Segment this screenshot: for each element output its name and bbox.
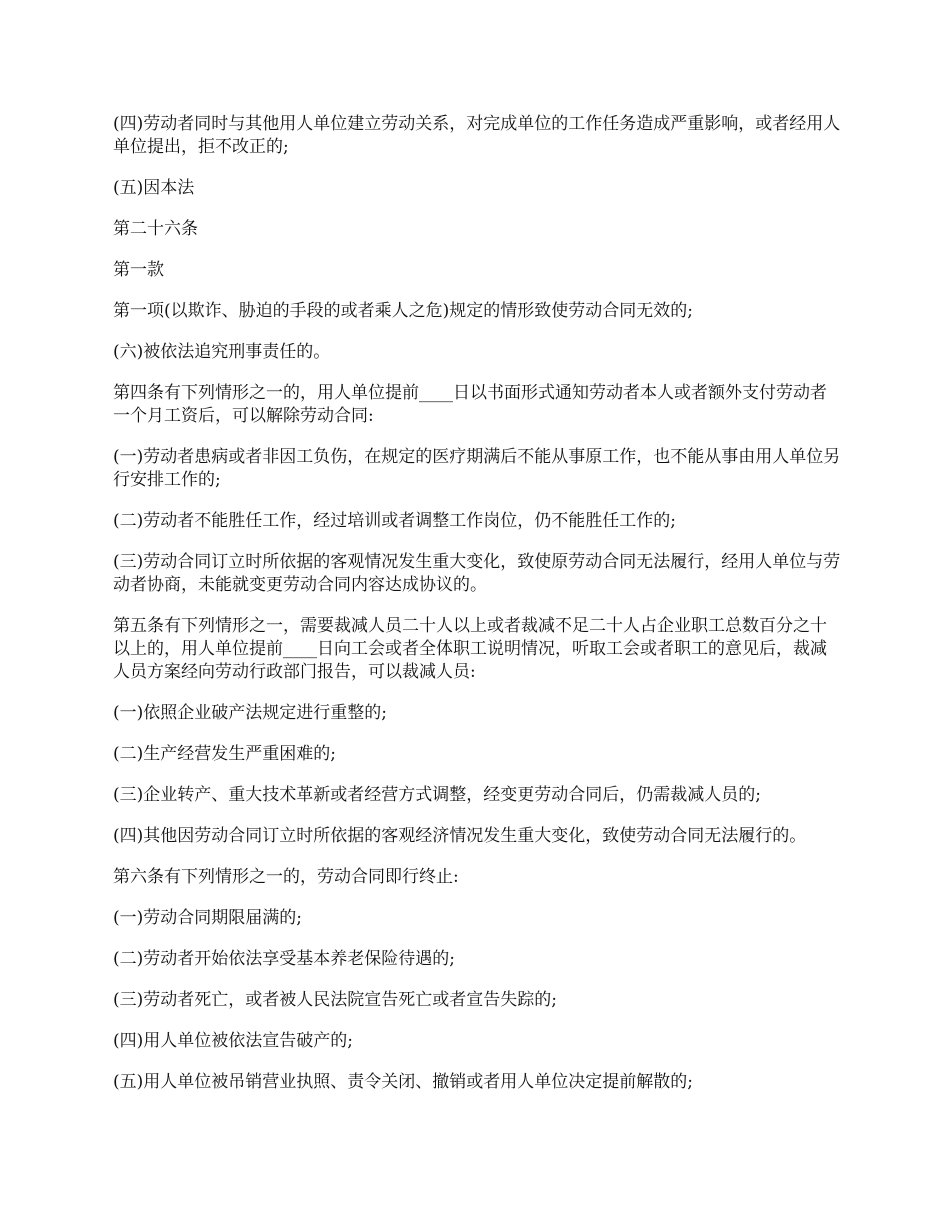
paragraph-article-6-item-1: (一)劳动合同期限届满的; [113, 908, 302, 928]
paragraph-item-5: (五)因本法 [113, 178, 195, 198]
paragraph-article-6-item-2: (二)劳动者开始依法享受基本养老保险待遇的; [113, 949, 455, 969]
paragraph-article-5-item-2: (二)生产经营发生严重困难的; [113, 744, 336, 764]
paragraph-article-4: 第四条有下列情形之一的，用人单位提前____日以书面形式通知劳动者本人或者额外支付劳动者一个月工资后，可以解除劳动合同: [113, 383, 827, 426]
paragraph-clause-1: 第一款 [113, 260, 164, 280]
paragraph-article-6: 第六条有下列情形之一的，劳动合同即行终止: [113, 867, 459, 887]
paragraph-article-6-item-3: (三)劳动者死亡，或者被人民法院宣告死亡或者宣告失踪的; [113, 990, 557, 1010]
paragraph-article-6-item-5: (五)用人单位被吊销营业执照、责令关闭、撤销或者用人单位决定提前解散的; [113, 1072, 693, 1092]
paragraph-article-5-item-3: (三)企业转产、重大技术革新或者经营方式调整，经变更劳动合同后，仍需裁减人员的; [113, 785, 761, 805]
paragraph-item-first: 第一项(以欺诈、胁迫的手段的或者乘人之危)规定的情形致使劳动合同无效的; [113, 301, 693, 321]
paragraph-article-4-item-1: (一)劳动者患病或者非因工负伤，在规定的医疗期满后不能从事原工作，也不能从事由用人单位另行安排工作的; [113, 447, 841, 490]
paragraph-item-6: (六)被依法追究刑事责任的。 [113, 342, 331, 362]
paragraph-article-5: 第五条有下列情形之一，需要裁减人员二十人以上或者裁减不足二十人占企业职工总数百分之十以上的，用人单位提前____日向工会或者全体职工说明情况，听取工会或者职工的意见后，裁减人员方案经向劳动行政部门报告，可以裁减人员: [113, 616, 827, 682]
paragraph-article-5-item-1: (一)依照企业破产法规定进行重整的; [113, 703, 387, 723]
paragraph-article-5-item-4: (四)其他因劳动合同订立时所依据的客观经济情况发生重大变化，致使劳动合同无法履行的。 [113, 826, 807, 846]
paragraph-article-26: 第二十六条 [113, 219, 198, 239]
paragraph-article-4-item-3: (三)劳动合同订立时所依据的客观情况发生重大变化，致使原劳动合同无法履行，经用人单位与劳动者协商，未能就变更劳动合同内容达成协议的。 [113, 552, 841, 595]
paragraph-item-4: (四)劳动者同时与其他用人单位建立劳动关系，对完成单位的工作任务造成严重影响，或者经用人单位提出，拒不改正的; [113, 114, 841, 157]
document-page [113, 113, 843, 1112]
paragraph-article-4-item-2: (二)劳动者不能胜任工作，经过培训或者调整工作岗位，仍不能胜任工作的; [113, 511, 676, 531]
paragraph-article-6-item-4: (四)用人单位被依法宣告破产的; [113, 1031, 353, 1051]
